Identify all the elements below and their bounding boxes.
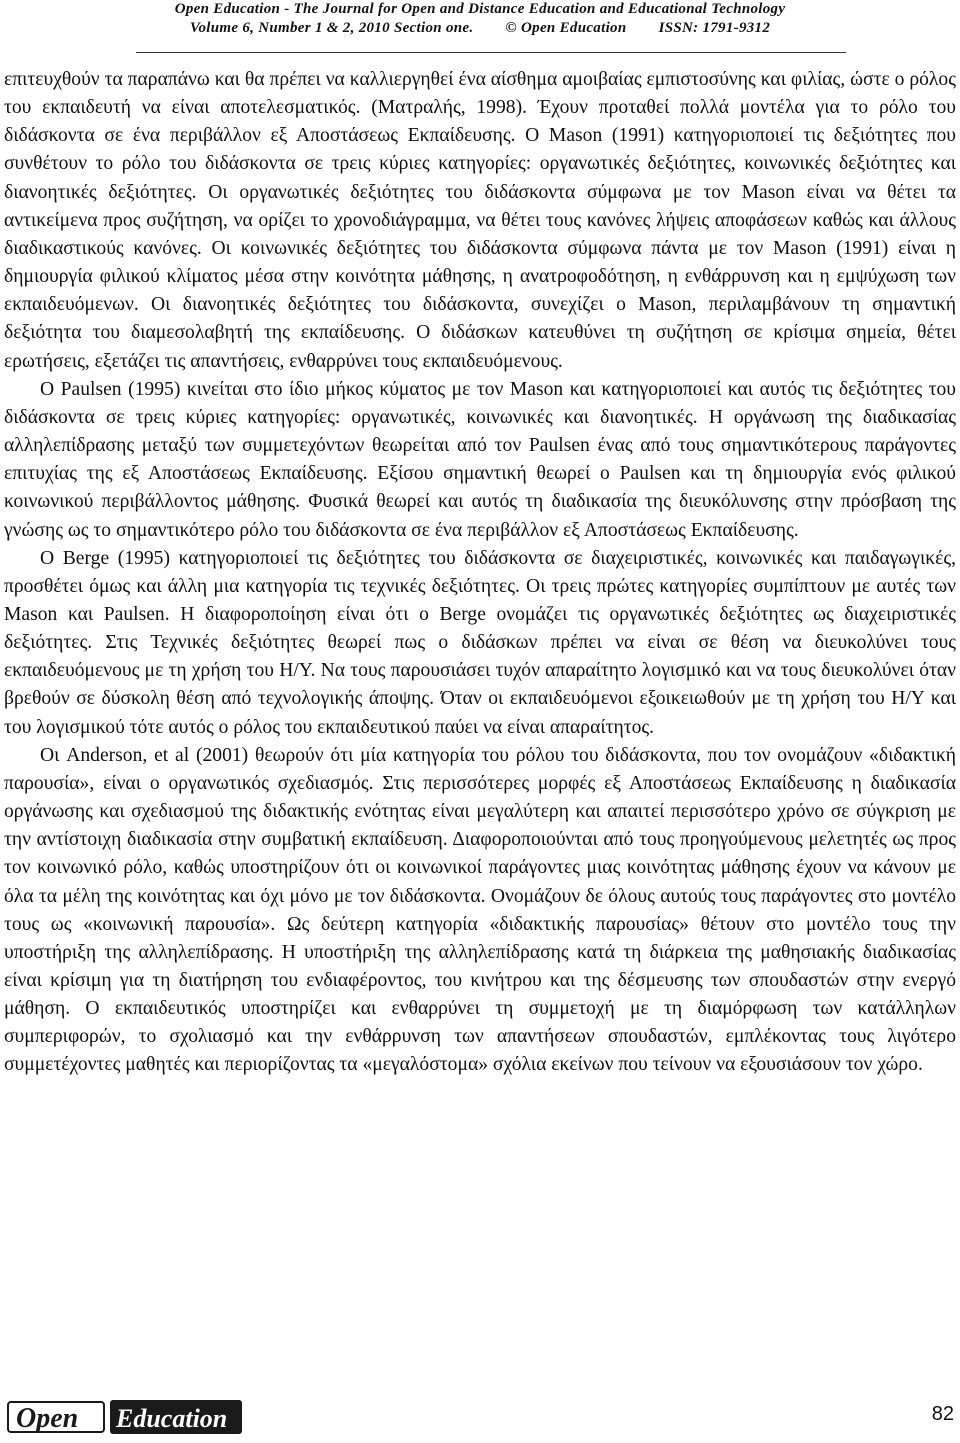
issn: ISSN: 1791-9312: [658, 20, 771, 36]
volume-info: Volume 6, Number 1 & 2, 2010 Section one.: [189, 20, 474, 36]
svg-text:Education: Education: [116, 1404, 228, 1433]
article-body: [4, 66, 956, 1080]
paragraph: επιτευχθούν τα παραπάνω και θα πρέπει να καλλιεργηθεί ένα αίσθημα αμοιβαίας εμπιστοσύνης και φιλίας, ώστε ο ρόλος του εκπαιδευτή να είναι αποτελεσματικός. (Ματραλής, 1998). Έχουν προταθεί πολλά μοντέλα για το ρόλο του διδάσκοντα σε ένα περιβάλλον εξ Αποστάσεως Εκπαίδευσης. Ο Mason (1991) κατηγοριοποιεί τις δεξιότητες που συνθέτουν το ρόλο του διδάσκοντα σε τρεις κύριες κατηγορίες: οργανωτικές δεξιότητες, κοινωνικές δεξιότητες και διανοητικές δεξιότητες. Οι οργανωτικές δεξιότητες του διδάσκοντα σύμφωνα με τον Mason είναι να θέτει τα αντικείμενα προς συζήτηση, να ορίζει το χρονοδιάγραμμα, να θέτει τους κανόνες λήψεις αποφάσεων καθώς και άλλους διαδικαστικούς κανόνες. Οι κοινωνικές δεξιότητες του διδάσκοντα σύμφωνα πάντα με τον Mason (1991) είναι η δημιουργία φιλικού κλίματος μέσα στην κοινότητα μάθησης, η ανατροφοδότηση, η ενθάρρυνση και η εμψύχωση των εκπαιδευόμενων. Οι διανοητικές δεξιότητες του διδάσκοντα, συνεχίζει ο Mason, περιλαμβάνουν τη σημαντική δεξιότητα του διαμεσολαβητή της εκπαίδευσης. Ο διδάσκων κατευθύνει τη συζήτηση σε κρίσιμα σημεία, θέτει ερωτήσεις, εξετάζει τις απαντήσεις, ενθαρρύνει τους εκπαιδευόμενους.: [4, 69, 956, 372]
copyright-notice: © Open Education: [505, 20, 627, 36]
journal-volume-line: [0, 18, 960, 38]
journal-title: Open Education - The Journal for Open and Distance Education and Educational Technology: [174, 1, 786, 17]
header-divider: [136, 52, 846, 53]
paragraph: Ο Berge (1995) κατηγοριοποιεί τις δεξιότητες του διδάσκοντα σε διαχειριστικές, κοινωνικές και παιδαγωγικές, προσθέτει όμως και άλλη μια κατηγορία τις τεχνικές δεξιότητες. Οι τρεις πρώτες κατηγορίες συμπίπτουν με αυτές των Mason και Paulsen. Η διαφοροποίηση είναι ότι ο Berge ονομάζει τις οργανωτικές δεξιότητες ως διαχειριστικές δεξιότητες. Στις Τεχνικές δεξιότητες θεωρεί πως ο διδάσκων πρέπει να είναι σε θέση να διευκολύνει τους εκπαιδευόμενους με τη χρήση του Η/Υ. Να τους παρουσιάσει τυχόν απαραίτητο λογισμικό και να τους διευκολύνει όταν βρεθούν σε δύσκολη θέση από τεχνολογικής άποψης. Όταν οι εκπαιδευόμενοι εξοικειωθούν με τη χρήση του Η/Υ και του λογισμικού τότε αυτός ο ρόλος του εκπαιδευτικού παύει να είναι απαραίτητος.: [4, 547, 956, 738]
svg-text:Open: Open: [16, 1403, 79, 1434]
open-education-logo: [6, 1396, 244, 1436]
paragraph: Οι Anderson, et al (2001) θεωρούν ότι μία κατηγορία του ρόλου του διδάσκοντα, που τον ονομάζουν «διδακτική παρουσία», είναι ο οργανωτικός σχεδιασμός. Στις περισσότερες μορφές εξ Αποστάσεως Εκπαίδευσης η διαδικασία οργάνωσης και σχεδιασμού της διδακτικής ενότητας είναι μεγαλύτερη και απαιτεί περισσότερο χρόνο σε σύγκριση με την αντίστοιχη διαδικασία στην συμβατική εκπαίδευση. Διαφοροποιούνται από τους προηγούμενους μελετητές ως προς τον κοινωνικό ρόλο, καθώς υποστηρίζουν ότι οι κοινωνικοί παράγοντες μιας κοινότητας μάθησης έχουν να κάνουν με όλα τα μέλη της κοινότητας και όχι μόνο με τον διδάσκοντα. Ονομάζουν δε όλους αυτούς τους παράγοντες στο μοντέλο τους ως «κοινωνική παρουσία». Ως δεύτερη κατηγορία «διδακτικής παρουσίας» θέτουν στο μοντέλο τους την υποστήριξη της αλληλεπίδρασης. Η υποστήριξη της αλληλεπίδρασης κατά τη διάρκεια της μαθησιακής διαδικασίας είναι κρίσιμη για τη διατήρηση του ενδιαφέροντος, του κινήτρου και της δέσμευσης των σπουδαστών στην ενεργό μάθηση. Ο εκπαιδευτικός υποστηρίζει και ενθαρρύνει τη συμμετοχή με τη διαμόρφωση των κατάλληλων συμπεριφορών, το σχολιασμό και την ενθάρρυνση των απαντήσεων σπουδαστών, εμπλέκοντας τους λιγότερο συμμετέχοντες μαθητές και περιορίζοντας τα «μεγαλόστομα» σχόλια εκείνων που τείνουν να εξουσιάσουν τον χώρο.: [4, 744, 956, 1076]
page-number: 82: [931, 1403, 954, 1425]
paragraph: Ο Paulsen (1995) κινείται στο ίδιο μήκος κύματος με τον Mason και κατηγοριοποιεί και αυτός τις δεξιότητες του διδάσκοντα σε τρεις κύριες κατηγορίες: οργανωτικές, κοινωνικές και διανοητικές. Η οργάνωση της διαδικασίας αλληλεπίδρασης μεταξύ των συμμετεχόντων θεωρείται από τον Paulsen ένας από τους σημαντικότερους παράγοντες επιτυχίας της εξ Αποστάσεως Εκπαίδευσης. Εξίσου σημαντική θεωρεί ο Paulsen και τη δημιουργία ενός φιλικού κοινωνικού περιβάλλοντος μάθησης. Φυσικά θεωρεί και αυτός τη διαδικασία της διευκόλυνσης στην πρόσβαση της γνώσης ως το σημαντικότερο ρόλο του διδάσκοντα σε ένα περιβάλλον εξ Αποστάσεως Εκπαίδευσης.: [4, 378, 956, 541]
journal-header: [0, 0, 960, 60]
